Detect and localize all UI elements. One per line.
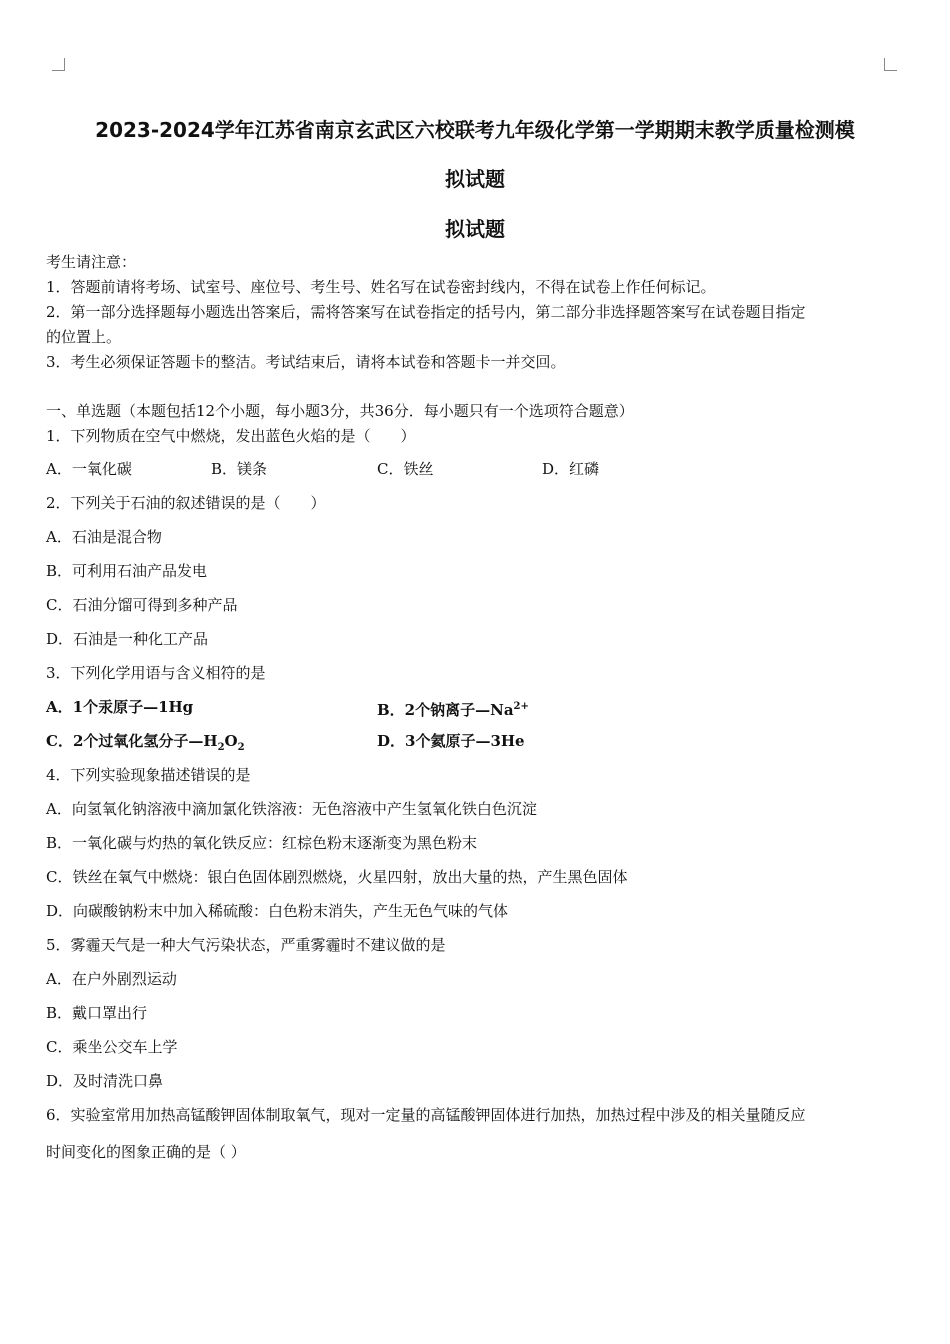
q4-stem: 4．下列实验现象描述错误的是 — [46, 766, 251, 784]
q2-option-d: D．石油是一种化工产品 — [46, 630, 209, 648]
q4-option-a: A．向氢氧化钠溶液中滴加氯化铁溶液：无色溶液中产生氢氧化铁白色沉淀 — [46, 800, 537, 818]
q2-option-a: A．石油是混合物 — [46, 528, 162, 546]
q6-stem-line1: 6．实验室常用加热高锰酸钾固体制取氧气，现对一定量的高锰酸钾固体进行加热，加热过程中涉及的相关量随反应 — [46, 1106, 806, 1124]
section-heading: 一、单选题（本题包括12个小题，每小题3分，共36分．每小题只有一个选项符合题意） — [46, 402, 634, 420]
q5-option-d: D．及时清洗口鼻 — [46, 1072, 164, 1090]
q4-option-c: C．铁丝在氧气中燃烧：银白色固体剧烈燃烧，火星四射，放出大量的热，产生黑色固体 — [46, 868, 628, 886]
notice-item-1: 1．答题前请将考场、试室号、座位号、考生号、姓名写在试卷密封线内，不得在试卷上作任何标记。 — [46, 278, 716, 296]
q1-stem: 1．下列物质在空气中燃烧，发出蓝色火焰的是（ ） — [46, 427, 416, 445]
q3-option-d: D．3个氦原子—3He — [377, 732, 525, 750]
q4-option-b: B．一氧化碳与灼热的氧化铁反应：红棕色粉末逐渐变为黑色粉末 — [46, 834, 478, 852]
q5-option-b: B．戴口罩出行 — [46, 1004, 148, 1022]
q2-option-b: B．可利用石油产品发电 — [46, 562, 208, 580]
doc-title-line1: 2023-2024学年江苏省南京玄武区六校联考九年级化学第一学期期末教学质量检测模 — [95, 118, 855, 142]
q5-stem: 5．雾霾天气是一种大气污染状态，严重雾霾时不建议做的是 — [46, 936, 446, 954]
q3-option-b: B．2个钠离子$—Na^{2+}$ — [377, 701, 529, 719]
doc-title-line2: 拟试题 — [445, 167, 505, 191]
q1-option-b: B．镁条 — [211, 460, 268, 478]
q4-option-d: D．向碳酸钠粉末中加入稀硫酸：白色粉末消失，产生无色气味的气体 — [46, 902, 509, 920]
q1-option-a: A．一氧化碳 — [46, 460, 132, 478]
q3-stem: 3．下列化学用语与含义相符的是 — [46, 664, 266, 682]
doc-title-line3: 拟试题 — [445, 217, 505, 241]
q3-option-a: A．1个汞原子—1Hg — [46, 698, 194, 716]
q5-option-a: A．在户外剧烈运动 — [46, 970, 177, 988]
q5-option-c: C．乘坐公交车上学 — [46, 1038, 178, 1056]
notice-item-2a: 2．第一部分选择题每小题选出答案后，需将答案写在试卷指定的括号内，第二部分非选择题答案写在试卷题目指定 — [46, 303, 806, 321]
notice-heading: 考生请注意： — [46, 253, 137, 271]
notice-item-2b: 的位置上。 — [46, 328, 122, 346]
q3-option-c: C．2个过氧化氢分子$—H_2O_2$ — [46, 732, 245, 753]
q2-stem: 2．下列关于石油的叙述错误的是（ ） — [46, 494, 326, 512]
crop-mark-top-right — [884, 58, 897, 71]
crop-mark-top-left — [52, 58, 65, 71]
notice-item-3: 3．考生必须保证答题卡的整洁。考试结束后，请将本试卷和答题卡一并交回。 — [46, 353, 566, 371]
q6-stem-line2: 时间变化的图象正确的是（ ） — [46, 1143, 246, 1161]
q2-option-c: C．石油分馏可得到多种产品 — [46, 596, 238, 614]
q1-option-c: C．铁丝 — [377, 460, 434, 478]
q1-option-d: D．红磷 — [542, 460, 600, 478]
